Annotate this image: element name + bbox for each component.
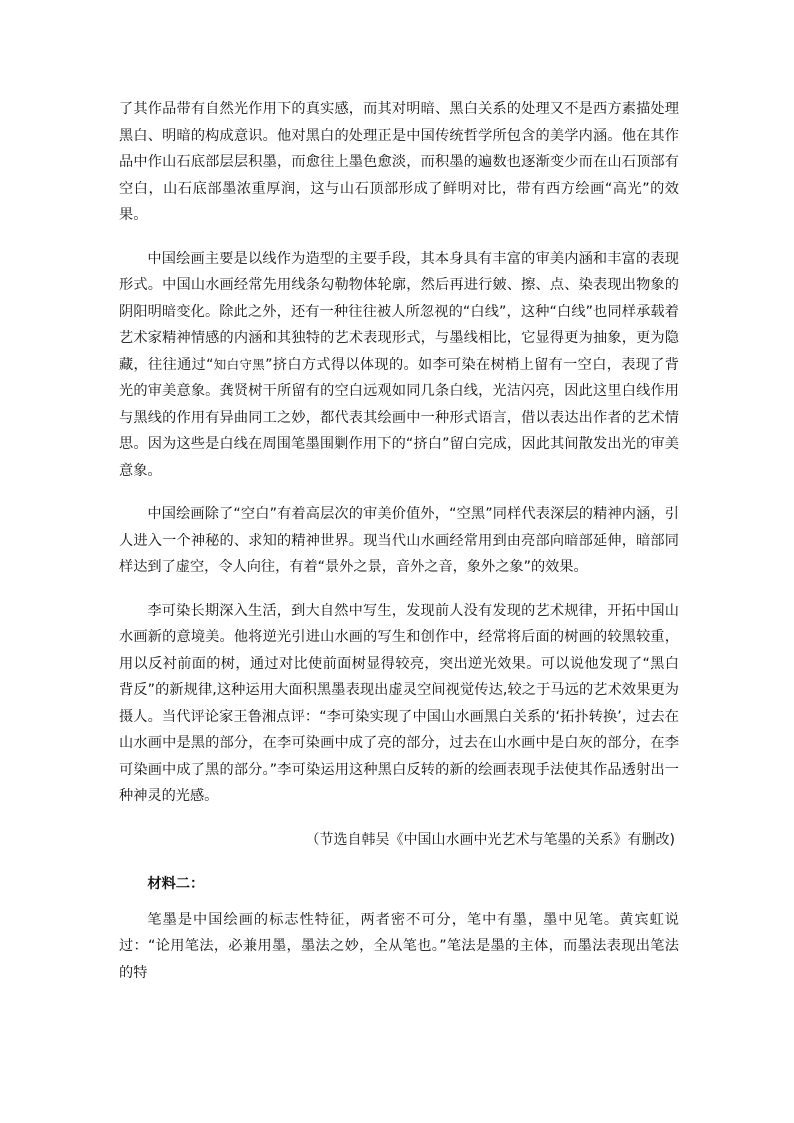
paragraph-white-line-text-a: 中国绘画主要是以线作为造型的主要手段，其本身具有丰富的审美内涵和丰富的表现形式。中国山水画经常先用线条勾勒物体轮廓，然后再进行皴、擦、点、染表现出物象的阴阳明暗变化。除此之外，还有一种往往被人所忽视的“白线”，这种“白线”也同样承载着艺术家精神情感的内涵和其独特的艺术表现形式，与墨线相比，它显得更为抽象，更为隐藏，往往通过“ — [119, 250, 679, 373]
material-two-heading: 材料二： — [147, 875, 205, 892]
paragraph-continued: 了其作品带有自然光作用下的真实感，而其对明暗、黑白关系的处理又不是西方素描处理黑白、明暗的构成意识。他对黑白的处理正是中国传统哲学所包含的美学内涵。他在其作品中作山石底部层层积墨，而愈往上墨色愈淡，而积墨的遍数也逐渐变少而在山石顶部有空白，山石底部墨浓重厚润，这与山石顶部形成了鲜明对比，带有西方绘画“高光”的效果。 — [119, 101, 679, 223]
document-page — [119, 96, 679, 986]
paragraph-empty-black: 中国绘画除了“空白”有着高层次的审美价值外，“空黑”同样代表深层的精神内涵，引人进入一个神秘的、求知的精神世界。现当代山水画经常用到由亮部向暗部延伸，暗部同样达到了虚空，令人向往，有着“景外之景，音外之音，象外之象”的效果。 — [119, 506, 679, 575]
source-citation: （节选自韩吴《中国山水画中光艺术与笔墨的关系》有删改) — [305, 831, 675, 848]
paragraph-white-line-text-b: ”挤白方式得以体现的。如李可染在树梢上留有一空白，表现了背光的审美意象。龚贤树干所留有的空白远观如同几条白线，光洁闪亮，因此这里白线作用与黑线的作用有异曲同工之妙，都代表其绘画中一种形式语言，借以表达出作者的艺术情思。因为这些是白线在周围笔墨围剿作用下的“挤白”留白完成，因此其间散发出光的审美意象。 — [119, 356, 679, 479]
paragraph-brush-ink: 笔墨是中国绘画的标志性特征，两者密不可分，笔中有墨，墨中见笔。黄宾虹说过：“论用笔法，必兼用墨，墨法之妙，全从笔也。”笔法是墨的主体，而墨法表现出笔法的特 — [119, 911, 679, 981]
paragraph-white-line — [119, 246, 679, 485]
paragraph-li-keran: 李可染长期深入生活，到大自然中写生，发现前人没有发现的艺术规律，开拓中国山水画新的意境美。他将逆光引进山水画的写生和创作中，经常将后面的树画的较黑较重，用以反衬前面的树，通过对比使前面树显得较亮，突出逆光效果。可以说他发现了“黑白背反”的新规律,这种运用大面积黑墨表现出虚灵空间视觉传达,较之于马远的艺术效果更为摄人。当代评论家王鲁湘点评：“李可染实现了中国山水画黑白关系的‘拓扑转换’，过去在山水画中是黑的部分，在李可染画中成了亮的部分，过去在山水画中是白灰的部分，在李可染画中成了黑的部分。”李可染运用这种黑白反转的新的绘画表现手法使其作品透射出一种神灵的光感。 — [119, 602, 679, 804]
zhi-bai-shou-hei-term: 知白守黑 — [213, 356, 266, 372]
